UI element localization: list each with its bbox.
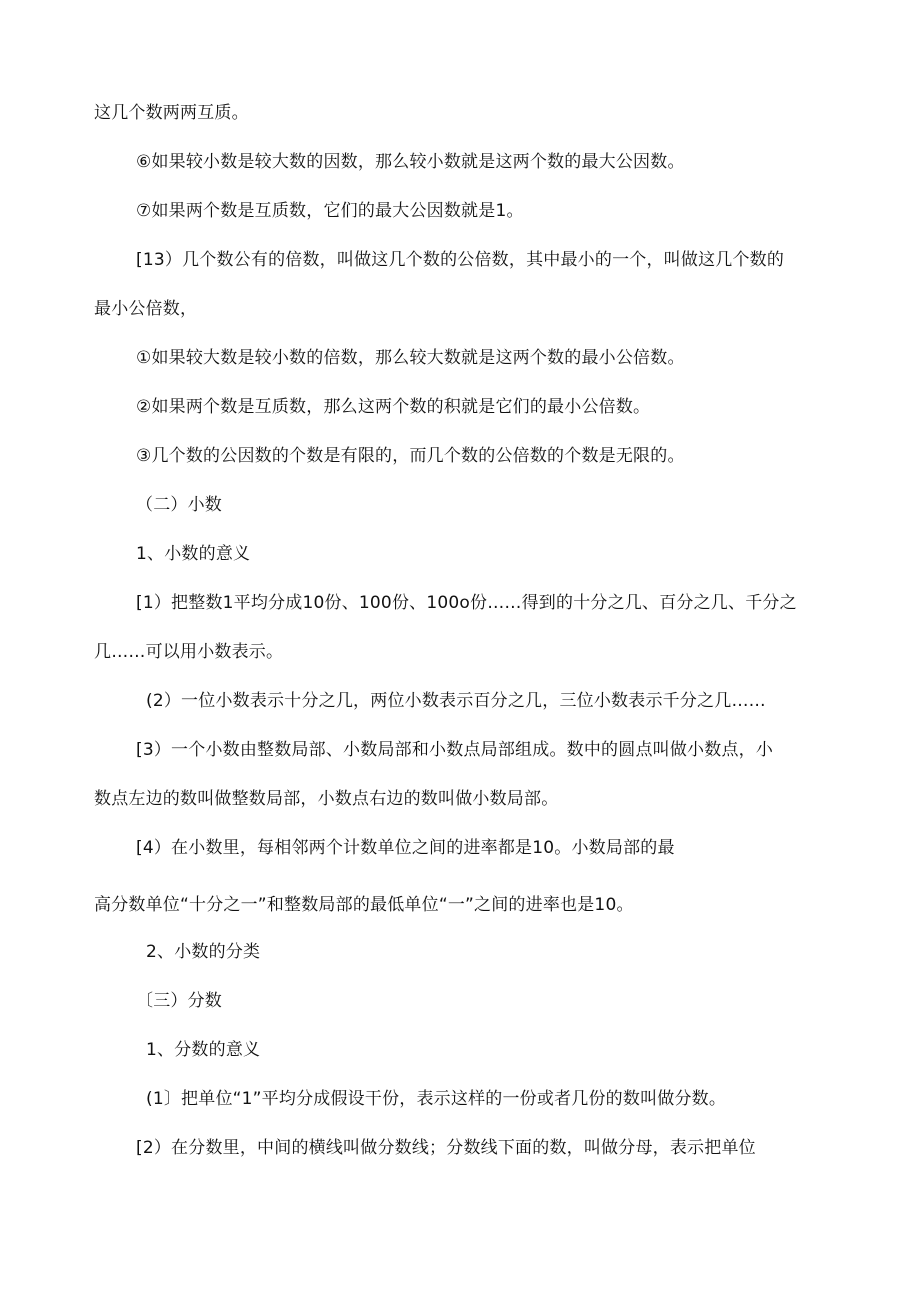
text-line-21: (1〕把单位“1”平均分成假设干份，表示这样的一份或者几份的数叫做分数。 [146,1089,727,1109]
text-line-4: [13）几个数公有的倍数，叫做这几个数的公倍数，其中最小的一个，叫做这几个数的 [136,250,785,270]
text-line-11: [1）把整数1平均分成10份、100份、100o份……得到的十分之几、百分之几、千分之 [136,593,797,613]
text-line-8: ③几个数的公因数的个数是有限的，而几个数的公倍数的个数是无限的。 [136,446,685,466]
text-line-6: ①如果较大数是较小数的倍数，那么较大数就是这两个数的最小公倍数。 [136,348,685,368]
text-line-7: ②如果两个数是互质数，那么这两个数的积就是它们的最小公倍数。 [136,397,651,417]
text-line-5: 最小公倍数， [94,299,198,319]
subheading-fraction-meaning: 1、分数的意义 [146,1040,261,1060]
subheading-decimal-meaning: 1、小数的意义 [136,544,251,564]
section-heading-fractions: 〔三）分数 [136,991,222,1011]
text-line-16: [4）在小数里，每相邻两个计数单位之间的进率都是10。小数局部的最 [136,838,675,858]
text-line-2: ⑥如果较小数是较大数的因数，那么较小数就是这两个数的最大公因数。 [136,152,685,172]
text-line-3: ⑦如果两个数是互质数，它们的最大公因数就是1。 [136,201,524,221]
section-heading-decimals: （二）小数 [136,495,222,515]
text-line-12: 几……可以用小数表示。 [94,642,284,662]
text-line-13: (2）一位小数表示十分之几，两位小数表示百分之几，三位小数表示千分之几…… [146,691,766,711]
text-line-15: 数点左边的数叫做整数局部，小数点右边的数叫做小数局部。 [94,789,559,809]
text-line-22: [2）在分数里，中间的横线叫做分数线；分数线下面的数，叫做分母，表示把单位 [136,1138,756,1158]
text-line-17: 高分数单位“十分之一”和整数局部的最低单位“一”之间的进率也是10。 [94,895,634,915]
text-line-14: [3）一个小数由整数局部、小数局部和小数点局部组成。数中的圆点叫做小数点，小 [136,740,774,760]
text-line-1: 这几个数两两互质。 [94,103,249,123]
subheading-decimal-classification: 2、小数的分类 [146,942,261,962]
